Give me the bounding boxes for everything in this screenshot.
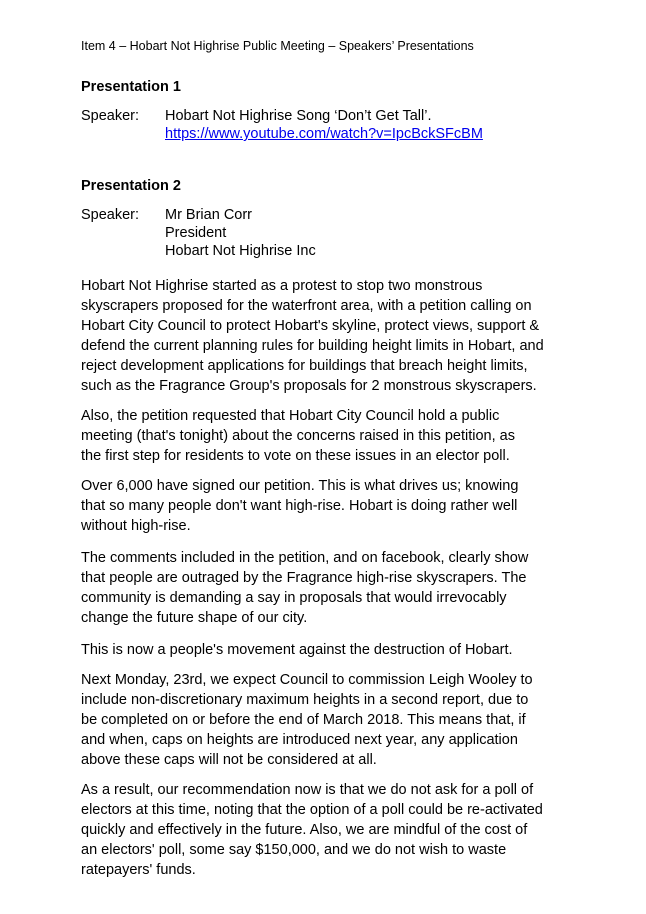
paragraph-line: This is now a people's movement against the destruction of Hobart.: [81, 642, 513, 658]
paragraph-line: skyscrapers proposed for the waterfront area, with a petition calling on: [81, 298, 532, 314]
presentation-2-speaker-details: [165, 206, 316, 260]
paragraph-line: include non-discretionary maximum heights in a second report, due to: [81, 692, 529, 708]
paragraph-line: As a result, our recommendation now is that we do not ask for a poll of: [81, 782, 534, 798]
page-header: Item 4 – Hobart Not Highrise Public Meeting – Speakers’ Presentations: [81, 39, 474, 53]
speaker-name: Mr Brian Corr: [165, 207, 253, 223]
presentation-2-speaker-label: Speaker:: [81, 207, 140, 223]
speaker-organisation: Hobart Not Highrise Inc: [165, 243, 316, 259]
paragraph-6: [81, 670, 581, 770]
paragraph-7: [81, 780, 581, 880]
paragraph-2: [81, 406, 581, 466]
paragraph-line: that so many people don't want high-rise. Hobart is doing rather well: [81, 498, 518, 514]
paragraph-line: be completed on or before the end of March 2018. This means that, if: [81, 712, 526, 728]
paragraph-line: above these caps will not be considered at all.: [81, 752, 377, 768]
paragraph-line: and when, caps on heights are introduced next year, any application: [81, 732, 518, 748]
presentation-1-speaker-text: Hobart Not Highrise Song ‘Don’t Get Tall’.: [165, 108, 432, 124]
paragraph-line: community is demanding a say in proposals that would irrevocably: [81, 590, 507, 606]
presentation-1-speaker-label: Speaker:: [81, 108, 140, 124]
paragraph-line: defend the current planning rules for building height limits in Hobart, and: [81, 338, 544, 354]
paragraph-line: Over 6,000 have signed our petition. This is what drives us; knowing: [81, 478, 519, 494]
paragraph-line: change the future shape of our city.: [81, 610, 308, 626]
paragraph-line: the first step for residents to vote on these issues in an elector poll.: [81, 448, 510, 464]
paragraph-line: that people are outraged by the Fragrance high-rise skyscrapers. The: [81, 570, 527, 586]
paragraph-line: Hobart City Council to protect Hobart's skyline, protect views, support &: [81, 318, 540, 334]
paragraph-5: [81, 640, 581, 660]
presentation-2-heading: Presentation 2: [81, 178, 181, 194]
paragraph-line: The comments included in the petition, and on facebook, clearly show: [81, 550, 529, 566]
presentation-1-heading: Presentation 1: [81, 79, 181, 95]
paragraph-line: quickly and effectively in the future. Also, we are mindful of the cost of: [81, 822, 528, 838]
paragraph-line: electors at this time, noting that the option of a poll could be re-activated: [81, 802, 543, 818]
paragraph-line: Next Monday, 23rd, we expect Council to commission Leigh Wooley to: [81, 672, 533, 688]
presentation-1-speaker-details: [165, 107, 483, 143]
paragraph-1: [81, 276, 581, 396]
paragraph-line: an electors' poll, some say $150,000, and we do not wish to waste: [81, 842, 507, 858]
paragraph-line: ratepayers' funds.: [81, 862, 196, 878]
youtube-link[interactable]: https://www.youtube.com/watch?v=IpcBckSFcBM: [165, 126, 483, 142]
paragraph-line: reject development applications for buildings that breach height limits,: [81, 358, 528, 374]
paragraph-line: Hobart Not Highrise started as a protest to stop two monstrous: [81, 278, 483, 294]
paragraph-line: such as the Fragrance Group's proposals for 2 monstrous skyscrapers.: [81, 378, 537, 394]
paragraph-line: without high-rise.: [81, 518, 191, 534]
paragraph-line: Also, the petition requested that Hobart City Council hold a public: [81, 408, 500, 424]
speaker-role: President: [165, 225, 227, 241]
paragraph-3: [81, 476, 581, 536]
paragraph-4: [81, 548, 581, 628]
paragraph-line: meeting (that's tonight) about the concerns raised in this petition, as: [81, 428, 515, 444]
